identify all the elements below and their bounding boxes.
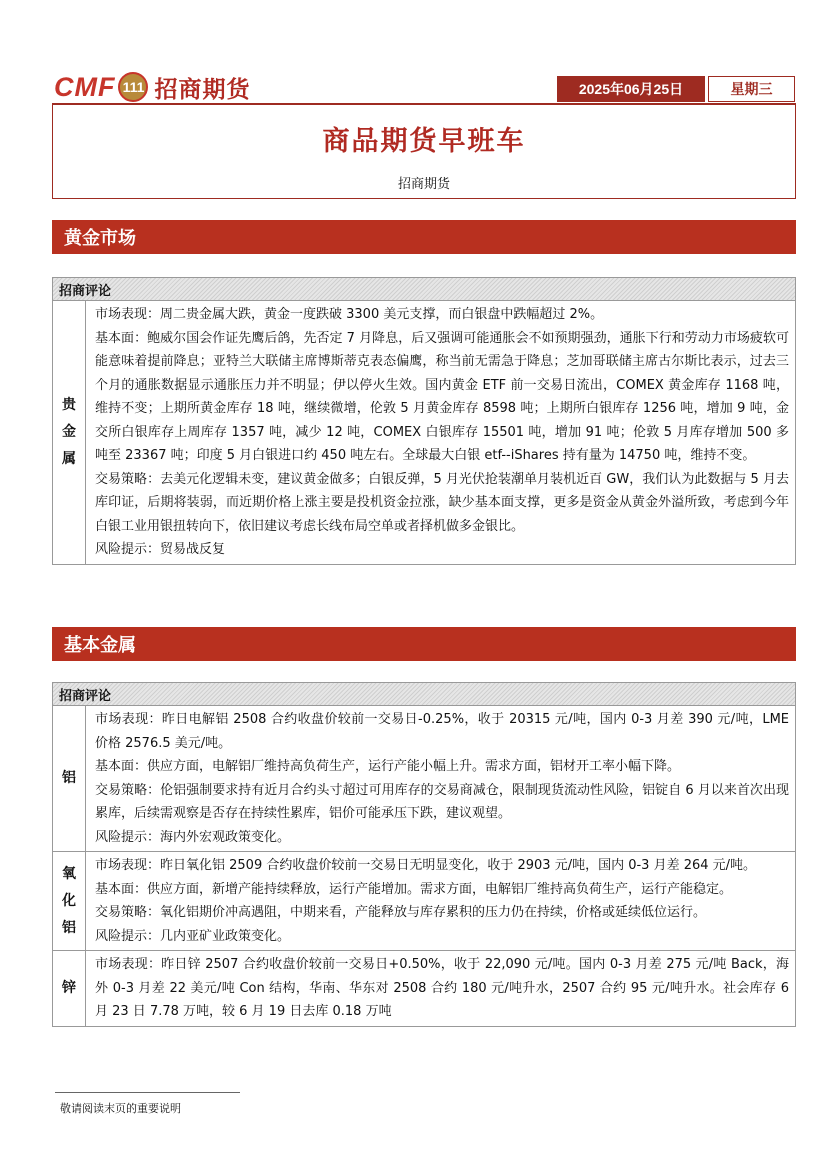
fundamentals-text: 基本面：供应方面，电解铝厂维持高负荷生产，运行产能小幅上升。需求方面，铝材开工率小幅下降。 [95, 759, 681, 774]
market-performance-text: 市场表现：周二贵金属大跌，黄金一度跌破 3300 美元支撑，而白银盘中跌幅超过 2%。 [95, 307, 604, 322]
date-box [557, 76, 795, 102]
row-content [86, 706, 795, 851]
table-header: 招商评论 [53, 683, 795, 706]
market-performance-text: 市场表现：昨日电解铝 2508 合约收盘价较前一交易日-0.25%，收于 20315 元/吨，国内 0-3 月差 390 元/吨，LME 价格 2576.5 美元/吨。 [95, 712, 789, 751]
trading-strategy-text: 交易策略：伦铝强制要求持有近月合约头寸超过可用库存的交易商减仓，限制现货流动性风险，铝锭自 6 月以来首次出现累库，后续需观察是否存在持续性累库，铝价可能承压下跌，建议观望。 [95, 782, 789, 821]
table-header: 招商评论 [53, 278, 795, 301]
row-content [86, 852, 795, 950]
fundamentals-text: 基本面：鲍威尔国会作证先鹰后鸽，先否定 7 月降息，后又强调可能通胀会不如预期强劲，通胀下行和劳动力市场疲软可能意味着提前降息；亚特兰大联储主席博斯蒂克表态偏鹰，称当前无需急于降息；芝加哥联储主席古尔斯比表示，过去三个月的通胀数据显示通胀压力并不明显；伊以停火生效。国内黄金 ETF 前一交易日流出，COMEX 黄金库存 1168 吨，维持不变；上期所黄金库存 18 吨，继续微增，伦敦 5 月黄金库存 8598 吨；上期所白银库存 1256 吨，增加 9 吨，金交所白银库存上周库存 1357 吨，减少 12 吨，COMEX 白银库存 15501 吨，增加 91 吨；伦敦 5 月库存增加 500 多吨至 23367 吨；印度 5 月白银进口约 450 吨左右。全球最大白银 etf--iShares 持有量为 14750 吨，维持不变。 [95, 330, 789, 463]
row-content [86, 951, 795, 1026]
base-metals-comment-table [52, 682, 796, 1027]
row-content [86, 301, 795, 564]
row-label-char: 贵 [62, 396, 76, 413]
table-row-zinc [53, 951, 795, 1026]
table-row-aluminum [53, 706, 795, 852]
row-label-char: 铝 [62, 770, 76, 786]
logo-company-name: 招商期货 [154, 76, 251, 103]
report-weekday: 星期三 [708, 76, 795, 102]
logo-badge-icon: 111 [118, 72, 148, 102]
logo-cmf-text: CMF [54, 71, 116, 102]
row-label-char: 氧 [62, 865, 76, 882]
trading-strategy-text: 交易策略：去美元化逻辑未变，建议黄金做多；白银反弹，5 月光伏抢装潮单月装机近百 GW，我们认为此数据与 5 月去库印证，后期将装弱，而近期价格上涨主要是投机资金拉涨，缺少基本面支撑，更多是资金从黄金外溢所致，考虑到今年白银工业用银扭转向下，依旧建议考虑长线布局空单或者择机做多金银比。 [95, 471, 789, 534]
row-label-char: 属 [62, 450, 76, 467]
table-row-alumina [53, 852, 795, 951]
row-label-char: 化 [62, 892, 76, 909]
section-header-base-metals: 基本金属 [52, 627, 796, 661]
page-title: 商品期货早班车 [322, 126, 526, 157]
table-row-precious-metals [53, 301, 795, 564]
footer-disclaimer: 敬请阅读末页的重要说明 [60, 1102, 181, 1115]
market-performance-text: 市场表现：昨日锌 2507 合约收盘价较前一交易日+0.50%，收于 22,090 元/吨。国内 0-3 月差 275 元/吨 Back，海外 0-3 月差 22 美元/吨 Con 结构，华南、华东对 2508 合约 180 元/吨升水，2507 合约 95 元/吨升水。社会库存 6 月 23 日 7.78 万吨，较 6 月 19 日去库 0.18 万吨 [95, 957, 789, 1019]
gold-comment-table [52, 277, 796, 565]
market-performance-text: 市场表现：昨日氧化铝 2509 合约收盘价较前一交易日无明显变化，收于 2903 元/吨，国内 0-3 月差 264 元/吨。 [95, 858, 757, 873]
report-date: 2025年06月25日 [557, 76, 705, 102]
risk-warning-text: 风险提示：几内亚矿业政策变化。 [95, 928, 291, 944]
row-label [53, 852, 86, 950]
page-subtitle: 招商期货 [397, 177, 450, 192]
risk-warning-text: 风险提示：贸易战反复 [95, 542, 226, 557]
row-label [53, 706, 86, 851]
section-header-gold: 黄金市场 [52, 220, 796, 254]
row-label-char: 铝 [62, 919, 76, 936]
company-logo [54, 68, 250, 106]
trading-strategy-text: 交易策略：氧化铝期价冲高遇阻，中期来看，产能释放与库存累积的压力仍在持续，价格或延续低位运行。 [95, 905, 707, 920]
row-label [53, 301, 86, 564]
risk-warning-text: 风险提示：海内外宏观政策变化。 [95, 829, 291, 845]
fundamentals-text: 基本面：供应方面，新增产能持续释放，运行产能增加。需求方面，电解铝厂维持高负荷生产，运行产能稳定。 [95, 881, 733, 897]
row-label [53, 951, 86, 1026]
row-label-char: 金 [62, 423, 76, 440]
footer-divider [55, 1092, 240, 1093]
title-box [52, 103, 796, 199]
row-label-char: 锌 [62, 979, 76, 996]
